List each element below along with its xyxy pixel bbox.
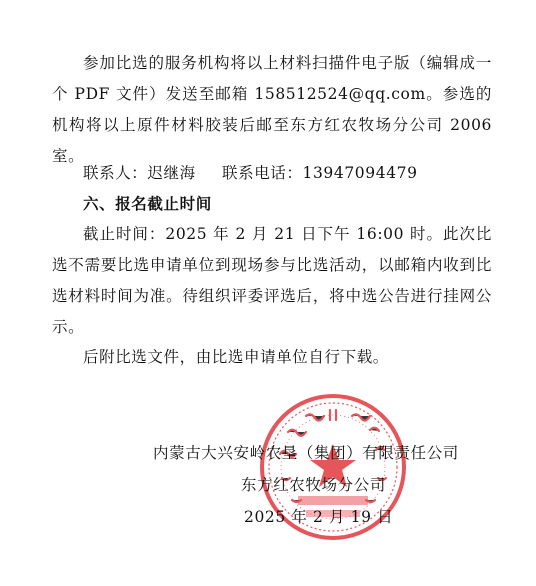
submission-paragraph: 参加比选的服务机构将以上材料扫描件电子版（编辑成一个 PDF 文件）发送至邮箱 158512524@qq.com。参选的机构将以上原件材料胶装后邮至东方红农牧场分公司 2006 室。: [52, 54, 492, 165]
attachment-paragraph: 后附比选文件，由比选申请单位自行下载。: [83, 348, 389, 366]
signature-branch: 东方红农牧场分公司: [241, 476, 386, 494]
section-heading: 六、报名截止时间: [83, 194, 212, 213]
contact-person: 联系人：迟继海: [83, 164, 196, 182]
signature-date: 2025 年 2 月 19 日: [244, 508, 394, 526]
signature-company: 内蒙古大兴安岭农垦（集团）有限责任公司: [153, 444, 459, 462]
contact-phone: 联系电话：13947094479: [222, 164, 418, 182]
deadline-paragraph: 截止时间：2025 年 2 月 21 日下午 16:00 时。此次比选不需要比选申请单位到现场参与比选活动，以邮箱内收到比选材料时间为准。待组织评委评选后，将中选公告进行挂网公示。: [52, 225, 492, 336]
